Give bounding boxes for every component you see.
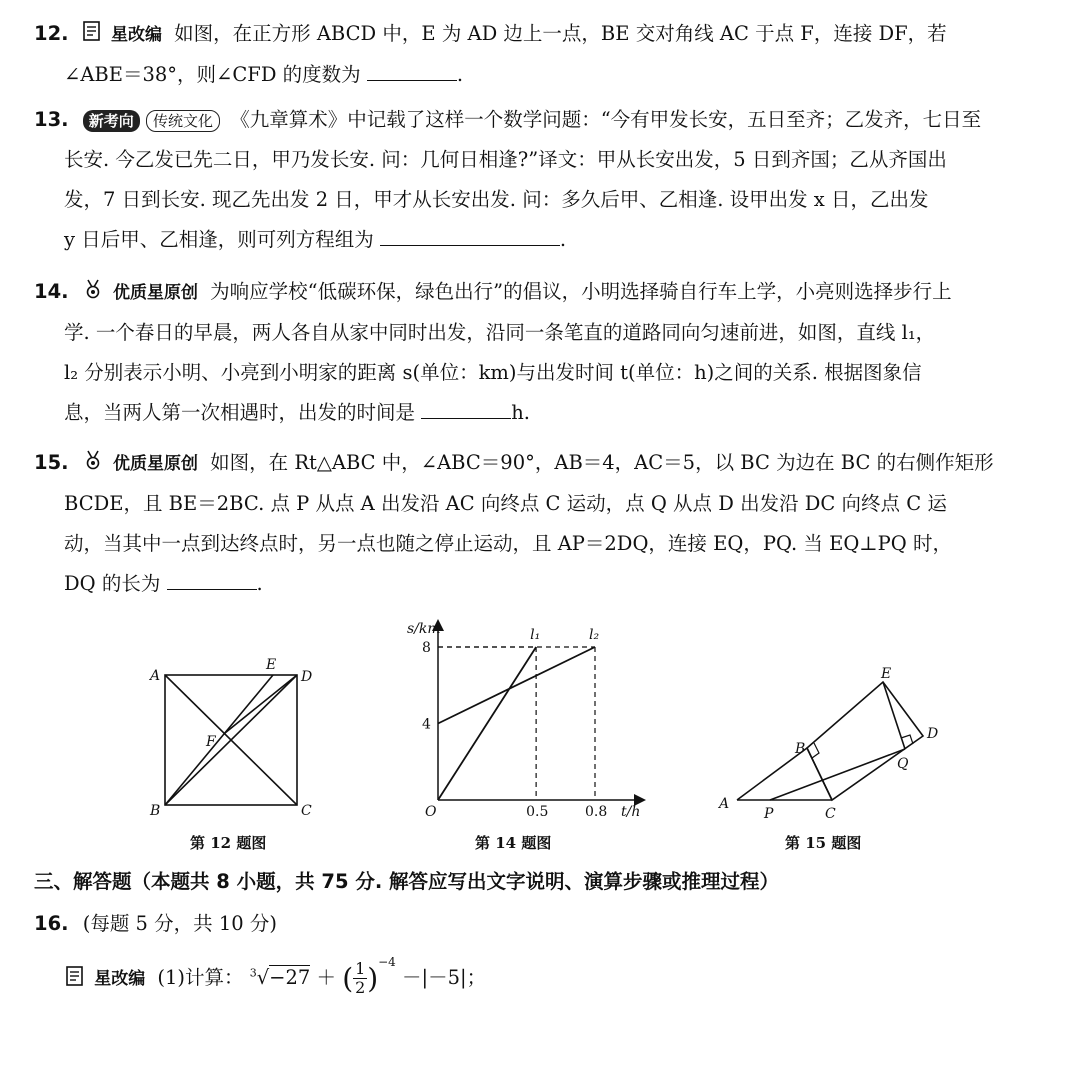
series-label-2: l₂ <box>589 627 600 643</box>
section-3-title: 三、解答题（本题共 8 小题，共 75 分. 解答应写出文字说明、演算步骤或推理过程） <box>34 870 780 893</box>
period: . <box>559 228 567 251</box>
question-line-2: 长安. 今乙发已先二日，甲乃发长安. 问：几何日相逢?”译文：甲从长安出发，5 日到齐国；乙从齐国出 <box>64 148 947 171</box>
notebook-icon <box>83 15 101 55</box>
question-text-2: ∠ABE＝38°，则∠CFD 的度数为 <box>64 63 361 86</box>
segment-eq <box>883 682 905 749</box>
label-e: E <box>881 666 892 682</box>
question-line-4: 息，当两人第一次相遇时，出发的时间是 <box>64 401 416 424</box>
question-number: 14. <box>34 280 69 303</box>
series-label-1: l₁ <box>530 627 541 643</box>
segment-be <box>165 675 273 805</box>
sub-question-prefix: (1)计算： <box>157 966 244 989</box>
label-c: C <box>825 806 836 822</box>
label-p: P <box>764 806 774 822</box>
answer-blank[interactable] <box>421 396 511 419</box>
label-e: E <box>266 657 277 673</box>
segment-pq <box>770 749 905 800</box>
plus-sign: ＋ <box>316 966 337 989</box>
notebook-icon <box>66 966 84 991</box>
culture-badge: 传统文化 <box>146 110 220 132</box>
question-text: (每题 5 分，共 10 分) <box>82 912 277 935</box>
label-f: F <box>206 734 216 750</box>
new-trend-badge: 新考向 <box>83 110 140 132</box>
denominator: 2 <box>355 978 366 997</box>
question-tag: 优质星原创 <box>112 454 198 474</box>
figure-14-chart <box>395 615 655 830</box>
radicand: −27 <box>269 966 311 989</box>
period: . <box>456 63 464 86</box>
radical-sign: √ <box>256 966 270 989</box>
figure-12-square <box>140 655 330 825</box>
label-a: A <box>150 668 161 684</box>
x-tick-label-1: 0.5 <box>526 804 549 820</box>
fraction <box>353 960 367 997</box>
question-16 <box>34 908 277 936</box>
question-tag: 星改编 <box>110 25 162 45</box>
question-text: 如图，在正方形 ABCD 中，E 为 AD 边上一点，BE 交对角线 AC 于点 F，连接 DF，若 <box>174 22 947 45</box>
unit: h. <box>511 401 530 424</box>
x-tick-label-2: 0.8 <box>585 804 608 820</box>
label-a: A <box>719 796 730 812</box>
question-12 <box>34 14 1054 95</box>
root-index: 3 <box>249 966 257 980</box>
x-axis-label: t/h <box>621 804 641 820</box>
question-line-3: 发，7 日到长安. 现乙先出发 2 日，甲才从长安出发. 问：多久后甲、乙相逢. 设甲出发 x 日，乙出发 <box>64 188 929 211</box>
question-13 <box>34 100 1054 260</box>
question-16-part-1 <box>66 955 486 997</box>
y-tick-label-2: 8 <box>422 640 431 656</box>
segment-df <box>225 675 297 733</box>
question-line-2: BCDE，且 BE＝2BC. 点 P 从点 A 出发沿 AC 向终点 C 运动，点 Q 从点 D 出发沿 DC 向终点 C 运 <box>64 492 947 515</box>
question-14 <box>34 272 1054 433</box>
medal-icon <box>83 273 103 313</box>
question-number: 15. <box>34 451 69 474</box>
right-paren: ) <box>367 962 379 995</box>
origin-label: O <box>425 804 437 820</box>
label-d: D <box>927 726 939 742</box>
y-tick-label-1: 4 <box>422 716 431 733</box>
period: . <box>256 572 263 595</box>
series-line-2 <box>438 647 595 724</box>
label-q: Q <box>897 756 909 772</box>
y-axis-label: s/km <box>407 621 441 637</box>
left-paren: ( <box>342 962 354 995</box>
label-b: B <box>795 741 806 757</box>
medal-icon <box>83 444 103 484</box>
answer-blank[interactable] <box>367 58 457 81</box>
question-tag: 星改编 <box>94 969 146 989</box>
rectangle-bcde <box>807 682 923 800</box>
question-line-3: 动，当其中一点到达终点时，另一点也随之停止运动，且 AP＝2DQ，连接 EQ，PQ. 当 EQ⊥PQ 时， <box>64 532 952 555</box>
question-number: 13. <box>34 108 69 131</box>
label-c: C <box>301 803 312 819</box>
figure-12-caption: 第 12 题图 <box>190 834 267 852</box>
exponent: −4 <box>378 955 396 969</box>
expression-rest: －|－5|； <box>402 966 487 989</box>
question-15 <box>34 443 1054 604</box>
figure-15-rectangle <box>715 660 955 825</box>
answer-blank[interactable] <box>380 223 560 246</box>
question-tag: 优质星原创 <box>112 283 198 303</box>
question-line-2: 学. 一个春日的早晨，两人各自从家中同时出发，沿同一条笔直的道路同向匀速前进，如图，直线 l₁， <box>64 321 936 344</box>
figure-14-caption: 第 14 题图 <box>475 834 552 852</box>
question-number: 16. <box>34 912 69 935</box>
question-line-1: 如图，在 Rt△ABC 中，∠ABC＝90°，AB＝4，AC＝5，以 BC 为边在 BC 的右侧作矩形 <box>210 451 994 474</box>
question-line-4: y 日后甲、乙相逢，则可列方程组为 <box>64 228 374 251</box>
question-line-1: 为响应学校“低碳环保，绿色出行”的倡议，小明选择骑自行车上学，小亮则选择步行上 <box>210 280 952 303</box>
series-line-1 <box>438 647 536 800</box>
question-line-1: 《九章算术》中记载了这样一个数学问题：“今有甲发长安，五日至齐；乙发齐，七日至 <box>230 108 982 131</box>
numerator: 1 <box>355 959 366 978</box>
question-line-4: DQ 的长为 <box>64 572 161 595</box>
question-number: 12. <box>34 22 69 45</box>
label-b: B <box>150 803 161 819</box>
answer-blank[interactable] <box>167 567 257 590</box>
label-d: D <box>301 669 313 685</box>
right-angle-b <box>812 743 819 758</box>
figure-15-caption: 第 15 题图 <box>785 834 862 852</box>
question-line-3: l₂ 分别表示小明、小亮到小明家的距离 s(单位：km)与出发时间 t(单位：h)之间的关系. 根据图象信 <box>64 361 922 384</box>
